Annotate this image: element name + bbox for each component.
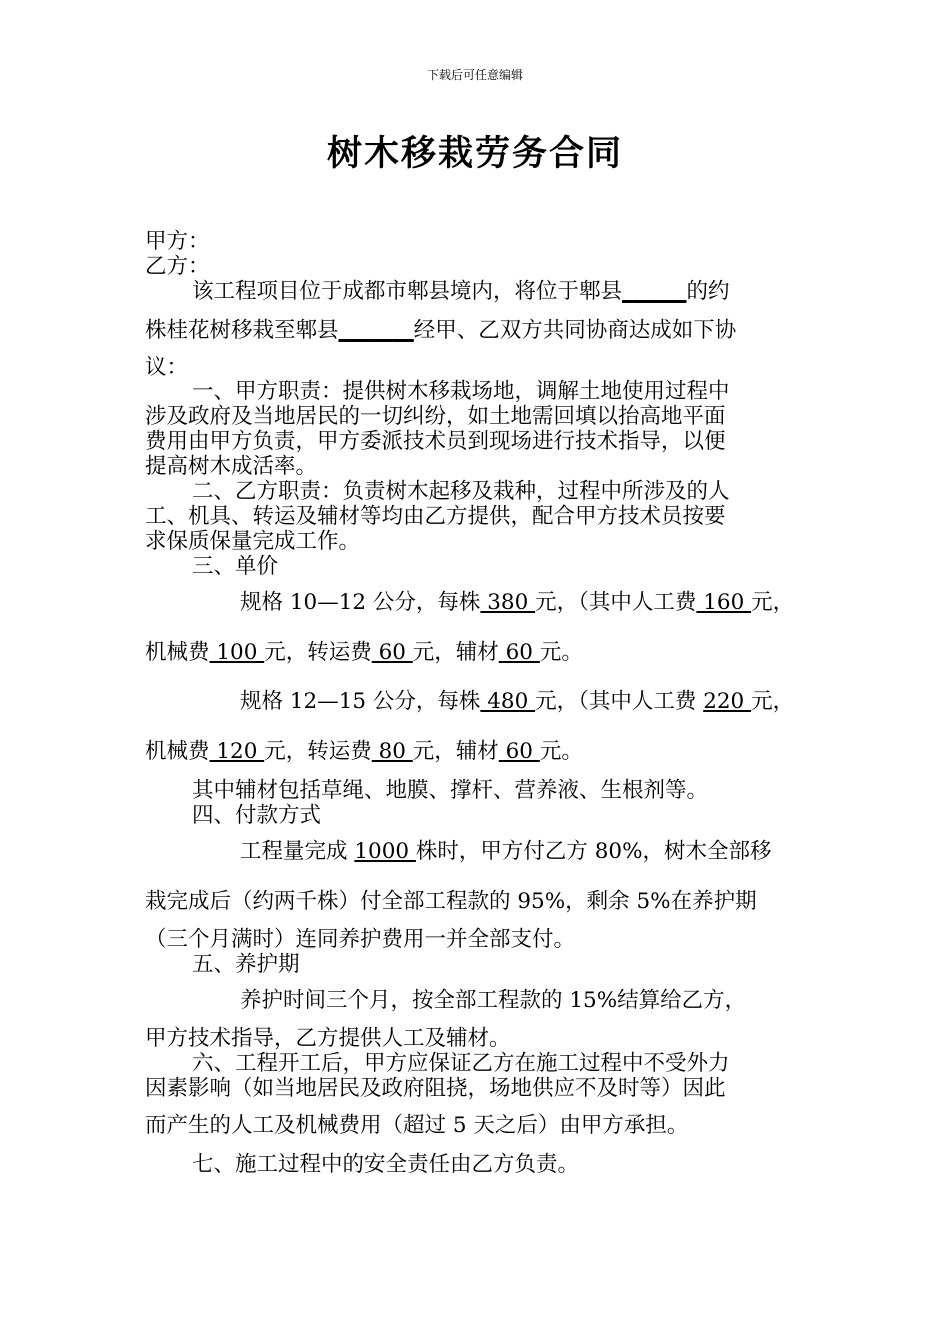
spec-text: 元，	[751, 590, 795, 615]
sec2-line: 工、机具、转运及辅材等均由乙方提供，配合甲方技术员按要	[145, 504, 726, 529]
spec2-line-2	[145, 734, 583, 765]
spec-text: 元，转运费	[264, 739, 372, 764]
payment-line-2: 栽完成后（约两千株）付全部工程款的 95%，剩余 5%在养护期	[145, 889, 757, 914]
spec-text: 机械费	[145, 739, 210, 764]
intro-line-3: 议：	[145, 355, 189, 380]
maintenance-line-1: 养护时间三个月，按全部工程款的 15%结算给乙方，	[240, 988, 747, 1013]
payment-text: 株时，甲方付乙方 80%，树木全部移	[415, 839, 772, 864]
sec1-line: 提高树木成活率。	[145, 454, 318, 479]
transport-fee: 80	[371, 739, 413, 764]
sec2-line: 求保质保量完成工作。	[145, 529, 361, 554]
party-b-label: 乙方：	[145, 254, 210, 279]
sec4-heading: 四、付款方式	[192, 803, 322, 828]
intro-line-2	[145, 313, 736, 344]
payment-line-1	[240, 834, 772, 865]
spec1-line-1	[240, 585, 794, 616]
transport-fee: 60	[371, 640, 413, 665]
intro-line-1	[192, 274, 730, 305]
sec5-heading: 五、养护期	[192, 952, 300, 977]
labor-fee: 220	[703, 689, 752, 714]
sec2-line: 二、乙方职责：负责树木起移及栽种，过程中所涉及的人	[192, 479, 730, 504]
sec1-line: 费用由甲方负责，甲方委派技术员到现场进行技术指导，以便	[145, 429, 726, 454]
sec1-line: 涉及政府及当地居民的一切纠纷，如土地需回填以抬高地平面	[145, 404, 726, 429]
material-fee: 60	[498, 739, 540, 764]
intro-text: 经甲、乙双方共同协商达成如下协	[413, 318, 737, 343]
spec-text: 元，	[751, 689, 795, 714]
maintenance-line-2: 甲方技术指导，乙方提供人工及辅材。	[145, 1026, 511, 1051]
unit-price: 480	[480, 689, 536, 714]
sec3-heading: 三、单价	[192, 554, 279, 579]
tree-quantity: 1000	[354, 839, 416, 864]
location-blank-2: _______	[338, 318, 414, 343]
payment-line-3: （三个月满时）连同养护费用一并全部支付。	[145, 927, 576, 952]
intro-text: 的约	[686, 279, 730, 304]
spec-text: 规格 10—12 公分，每株	[240, 590, 481, 615]
material-fee: 60	[498, 640, 540, 665]
machine-fee: 120	[209, 739, 265, 764]
spec2-line-1	[240, 684, 794, 715]
sec6-line: 因素影响（如当地居民及政府阻挠，场地供应不及时等）因此	[145, 1076, 726, 1101]
spec-text: 机械费	[145, 640, 210, 665]
spec-text: 元，辅材	[412, 640, 499, 665]
payment-text: 工程量完成	[240, 839, 355, 864]
sec6-line: 而产生的人工及机械费用（超过 5 天之后）由甲方承担。	[145, 1113, 689, 1138]
intro-text: 该工程项目位于成都市郫县境内，将位于郫县	[192, 279, 623, 304]
labor-fee: 160	[696, 590, 752, 615]
spec-text: 元。	[539, 739, 583, 764]
contract-title: 树木移栽劳务合同	[326, 133, 623, 174]
spec-text: 元，转运费	[264, 640, 372, 665]
unit-price: 380	[480, 590, 536, 615]
machine-fee: 100	[209, 640, 265, 665]
spec-text: 元，辅材	[412, 739, 499, 764]
aux-material-note: 其中辅材包括草绳、地膜、撑杆、营养液、生根剂等。	[192, 778, 709, 803]
sec1-line: 一、甲方职责：提供树木移栽场地，调解土地使用过程中	[192, 379, 730, 404]
page-header: 下载后可任意编辑	[426, 68, 523, 82]
spec-text: 规格 12—15 公分，每株	[240, 689, 481, 714]
spec1-line-2	[145, 635, 583, 666]
location-blank-1: ______	[622, 279, 687, 304]
intro-text: 株桂花树移栽至郫县	[145, 318, 339, 343]
spec-text: 元，（其中人工费	[535, 689, 704, 714]
party-a-label: 甲方：	[145, 229, 210, 254]
sec7-line: 七、施工过程中的安全责任由乙方负责。	[192, 1152, 580, 1177]
spec-text: 元。	[539, 640, 583, 665]
spec-text: 元，（其中人工费	[535, 590, 697, 615]
sec6-line: 六、工程开工后，甲方应保证乙方在施工过程中不受外力	[192, 1051, 730, 1076]
